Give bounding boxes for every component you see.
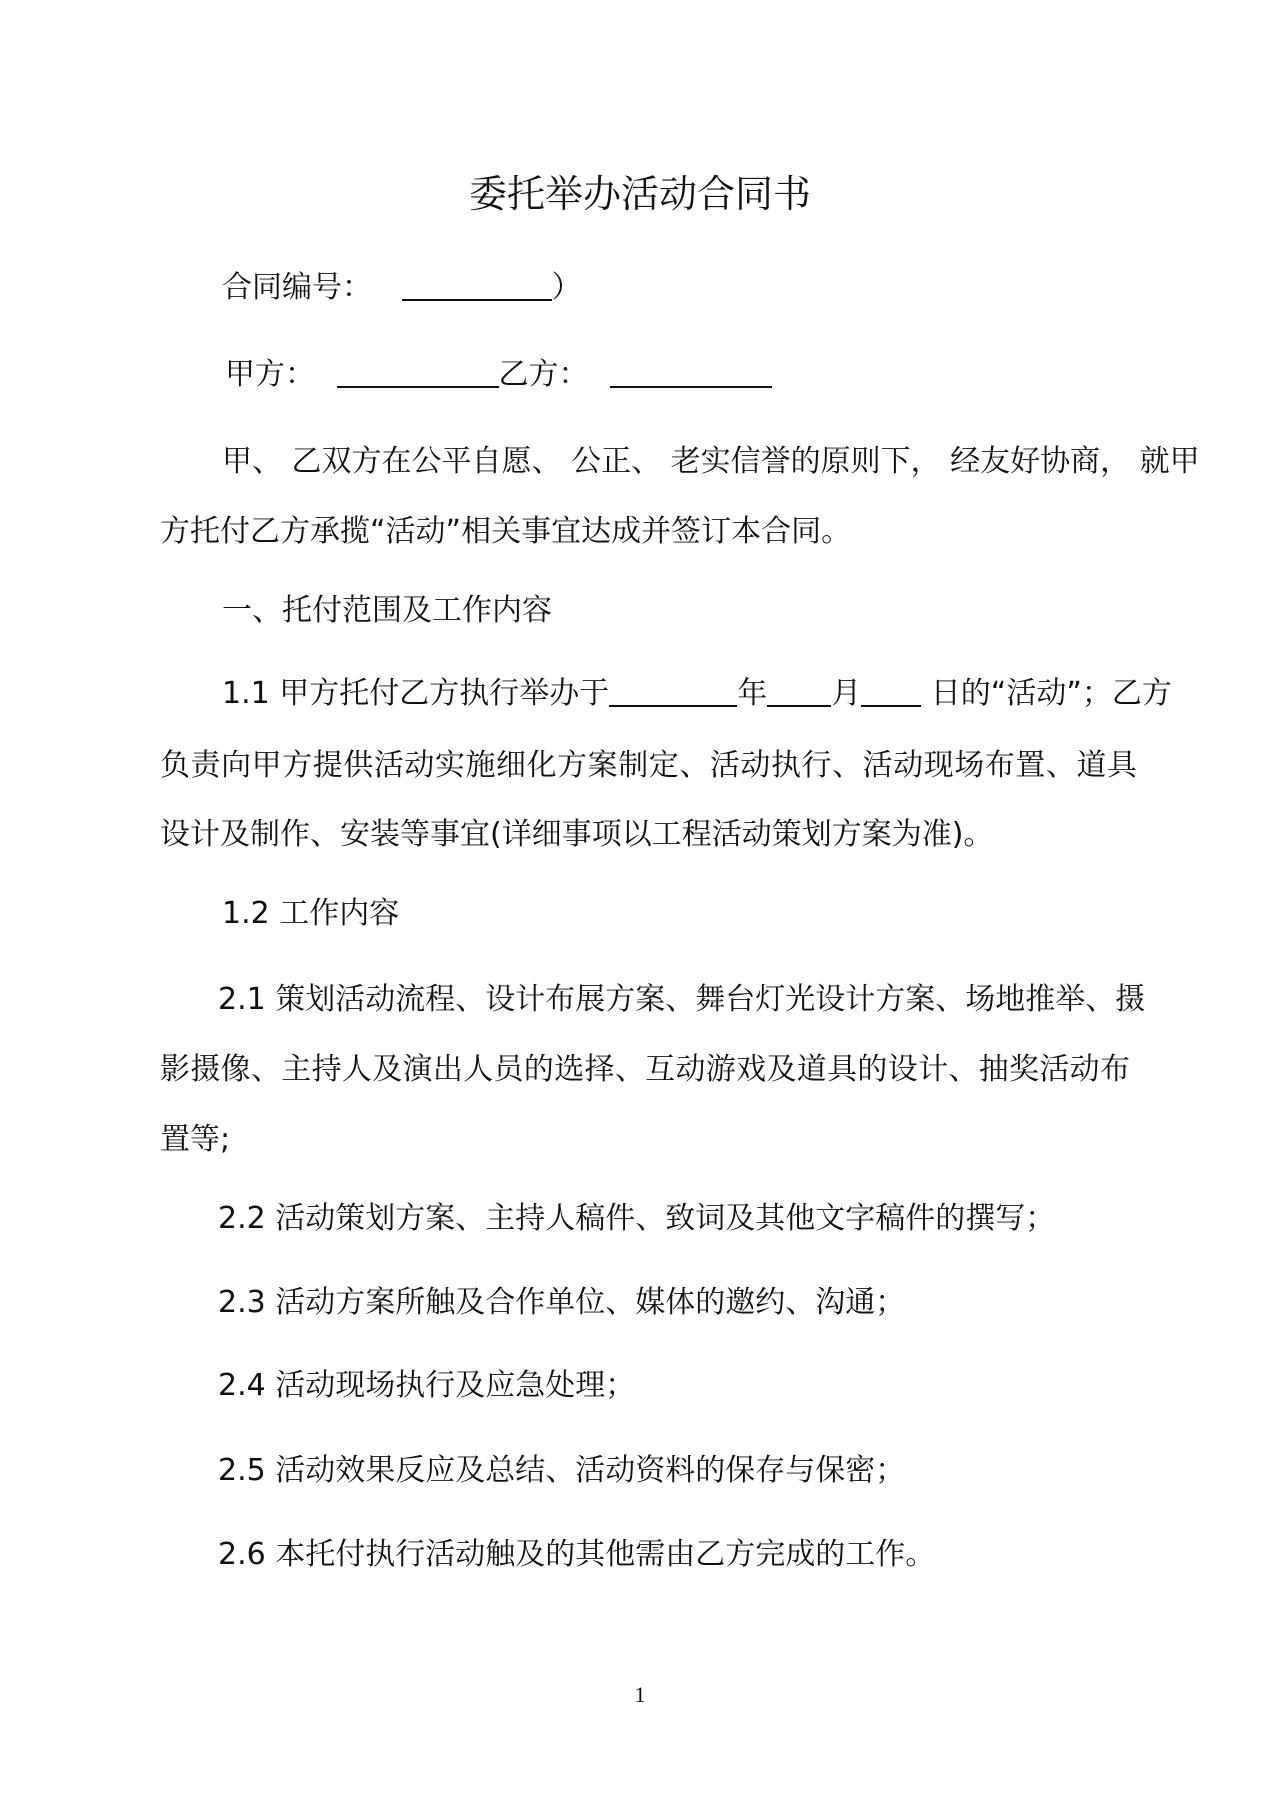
- day-suffix: 日的“活动”；乙方: [921, 676, 1172, 711]
- month-blank[interactable]: [767, 675, 831, 707]
- intro-line-2: 方托付乙方承揽“活动”相关事宜达成并签订本合同。: [160, 514, 852, 549]
- document-title: 委托举办活动合同书: [468, 172, 811, 216]
- section-1-heading: 一、托付范围及工作内容: [222, 593, 552, 628]
- clause-2-1-line-3: 置等;: [160, 1122, 231, 1157]
- contract-number-blank[interactable]: [402, 269, 552, 301]
- clause-1-1-line-3: 设计及制作、安装等事宜(详细事项以工程活动策划方案为准)。: [160, 817, 994, 852]
- day-blank[interactable]: [861, 675, 921, 707]
- clause-2-4: 2.4 活动现场执行及应急处理；: [218, 1368, 636, 1403]
- clause-2-1-line-1: 2.1 策划活动流程、设计布展方案、舞台灯光设计方案、场地推举、摄: [218, 982, 1146, 1017]
- intro-line-1: 甲、 乙双方在公平自愿、 公正、 老实信誉的原则下， 经友好协商， 就甲: [222, 444, 1200, 479]
- clause-1-1-prefix: 1.1 甲方托付乙方执行举办于: [222, 676, 610, 711]
- clause-2-1-line-2: 影摄像、主持人及演出人员的选择、互动游戏及道具的设计、抽奖活动布: [160, 1052, 1130, 1087]
- year-blank[interactable]: [609, 675, 737, 707]
- clause-2-5: 2.5 活动效果反应及总结、活动资料的保存与保密；: [218, 1453, 906, 1488]
- clause-1-1-line-1: [222, 674, 1172, 714]
- contract-number-suffix: ）: [551, 270, 582, 305]
- clause-2-2: 2.2 活动策划方案、主持人稿件、致词及其他文字稿件的撰写；: [218, 1201, 1056, 1236]
- party-b-blank[interactable]: [610, 356, 772, 388]
- contract-number-label: 合同编号：: [222, 270, 372, 305]
- party-a-label: 甲方：: [225, 357, 315, 392]
- clause-1-2: 1.2 工作内容: [222, 896, 400, 931]
- clause-2-6: 2.6 本托付执行活动触及的其他需由乙方完成的工作。: [218, 1537, 936, 1572]
- party-a-blank[interactable]: [337, 356, 499, 388]
- page-number: 1: [634, 1682, 646, 1707]
- month-label: 月: [831, 676, 862, 711]
- year-label: 年: [737, 676, 768, 711]
- clause-2-3: 2.3 活动方案所触及合作单位、媒体的邀约、沟通；: [218, 1285, 906, 1320]
- party-b-label: 乙方：: [498, 357, 589, 392]
- parties-line: [225, 355, 1140, 395]
- clause-1-1-line-2: 负责向甲方提供活动实施细化方案制定、活动执行、活动现场布置、道具: [160, 748, 1137, 783]
- contract-number-line: [222, 268, 1137, 308]
